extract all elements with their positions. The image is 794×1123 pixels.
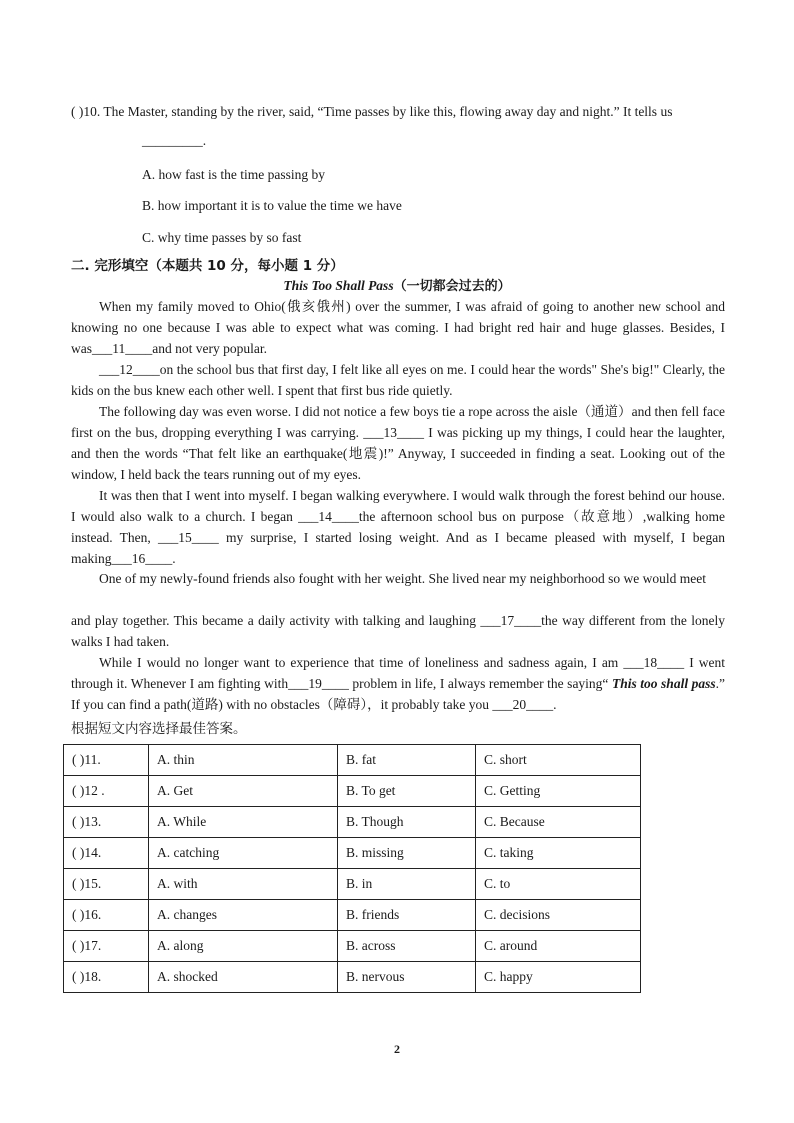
option-a: A. catching: [149, 838, 338, 869]
option-c: C. Getting: [476, 776, 641, 807]
passage-paragraph-6-main: While I would no longer want to experience that time of loneliness and sadness again, I am ___18____ I went through it. Whenever I am fighting with___19____ problem in life, I always remember the saying“: [71, 655, 725, 691]
passage-paragraph-2: ___12____on the school bus that first day, I felt like all eyes on me. I could hear the words" She's big!" Clearly, the kids on the bus knew each other well. I spent that first bus ride quietly.: [71, 362, 725, 398]
table-row: [64, 838, 641, 869]
option-c: C. happy: [476, 962, 641, 993]
question-number: ( )16.: [64, 900, 149, 931]
option-b: B. nervous: [338, 962, 476, 993]
table-row: [64, 869, 641, 900]
table-row: [64, 931, 641, 962]
table-row: [64, 745, 641, 776]
option-b: B. missing: [338, 838, 476, 869]
question-number: ( )14.: [64, 838, 149, 869]
passage-paragraph-5a: One of my newly-found friends also fought with her weight. She lived near my neighborhood so we would meet: [99, 571, 706, 586]
option-b: B. To get: [338, 776, 476, 807]
option-a: A. along: [149, 931, 338, 962]
table-row: [64, 900, 641, 931]
option-a: A. shocked: [149, 962, 338, 993]
question-number: ( )18.: [64, 962, 149, 993]
option-c: C. decisions: [476, 900, 641, 931]
option-c: C. short: [476, 745, 641, 776]
option-c: C. taking: [476, 838, 641, 869]
passage-paragraph-5b: and play together. This became a daily activity with talking and laughing ___17____the way different from the lonely walks I had taken.: [71, 613, 725, 649]
story-title: [0, 275, 794, 294]
question-10-stem: ( )10. The Master, standing by the river, said, “Time passes by like this, flowing away day and night.” It tells us: [71, 104, 673, 119]
question-number: ( )17.: [64, 931, 149, 962]
option-c: C. to: [476, 869, 641, 900]
passage-paragraph-1: When my family moved to Ohio(俄亥俄州) over the summer, I was afraid of going to another new school and knowing no one because I was able to expect what was coming. I had bright red hair and huge glasses. Besides, I was___11____and not very popular.: [71, 299, 725, 356]
question-number: ( )11.: [64, 745, 149, 776]
question-10-blank: _________.: [142, 133, 207, 148]
option-b: B. in: [338, 869, 476, 900]
option-b: B. Though: [338, 807, 476, 838]
option-a: A. with: [149, 869, 338, 900]
story-title-chinese: （一切都会过去的）: [393, 279, 511, 294]
question-10-option-a: A. how fast is the time passing by: [142, 167, 325, 182]
passage-paragraph-3: The following day was even worse. I did not notice a few boys tie a rope across the aisle（通道）and then fell face first on the bus, dropping everything I was carrying. ___13____ I was picking up my things, I could hear the laughter, and then the words “That felt like an earthquake(地震)!” Anyway, I succeeded in finding a seat. Looking out of the window, I held back the tears running out of my eyes.: [71, 404, 725, 482]
question-10-option-c: C. why time passes by so fast: [142, 230, 302, 245]
option-b: B. fat: [338, 745, 476, 776]
option-a: A. changes: [149, 900, 338, 931]
section-heading: 二. 完形填空（本题共 10 分，每小题 1 分）: [71, 258, 344, 274]
option-a: A. Get: [149, 776, 338, 807]
option-b: B. friends: [338, 900, 476, 931]
passage-paragraph-6: [71, 652, 725, 715]
question-number: ( )13.: [64, 807, 149, 838]
option-c: C. around: [476, 931, 641, 962]
option-a: A. thin: [149, 745, 338, 776]
instruction: 根据短文内容选择最佳答案。: [71, 721, 247, 737]
question-number: ( )12 .: [64, 776, 149, 807]
question-number: ( )15.: [64, 869, 149, 900]
option-b: B. across: [338, 931, 476, 962]
option-c: C. Because: [476, 807, 641, 838]
option-a: A. While: [149, 807, 338, 838]
story-title-english: This Too Shall Pass: [283, 278, 394, 293]
table-row: [64, 776, 641, 807]
table-row: [64, 807, 641, 838]
table-row: [64, 962, 641, 993]
passage-saying: This too shall pass: [611, 676, 716, 691]
question-10-option-b: B. how important it is to value the time we have: [142, 198, 402, 213]
answer-table: [63, 744, 641, 993]
passage-paragraph-6-tail: .” If you can find a path(道路) with no obstacles（障碍），it probably take you ___20____.: [71, 676, 725, 712]
passage-paragraph-4: It was then that I went into myself. I began walking everywhere. I would walk through the forest behind our house. I would also walk to a church. I began ___14____the afternoon school bus on purpose（故意地）,walking home instead. Then, ___15____ my surprise, I started losing weight. And as I became pleased with myself, I began making___16____.: [71, 488, 725, 566]
page-number: 2: [394, 1042, 400, 1056]
